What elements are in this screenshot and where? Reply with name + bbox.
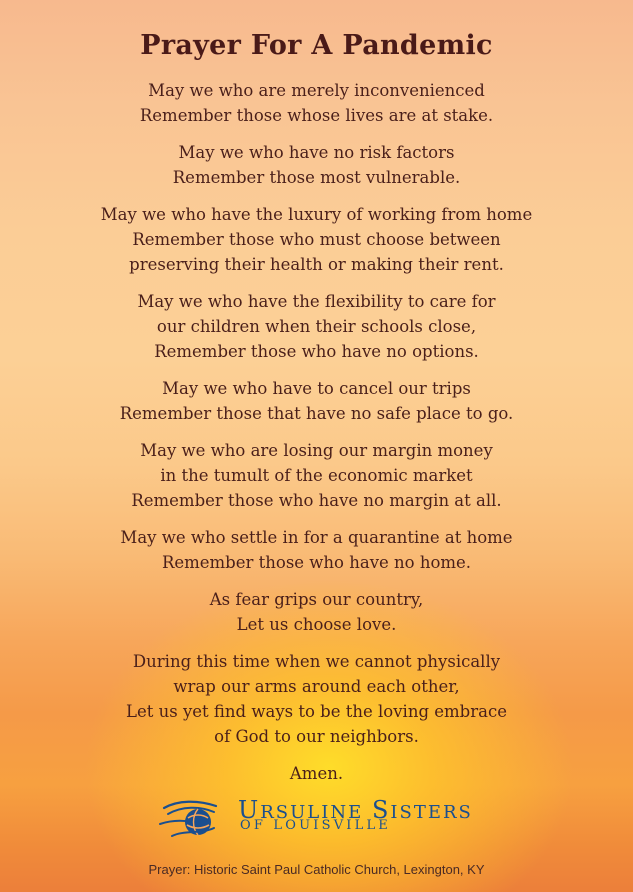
stanza-6 bbox=[0, 438, 633, 513]
ursuline-logo bbox=[158, 794, 478, 844]
stanza-line: wrap our arms around each other, bbox=[173, 677, 460, 696]
stanza-line: May we who settle in for a quarantine at home bbox=[120, 528, 513, 547]
stanza-line: May we who have the luxury of working from home bbox=[100, 205, 533, 224]
stanza-line: As fear grips our country, bbox=[209, 590, 424, 609]
stanza-line: May we who are losing our margin money bbox=[140, 441, 493, 460]
stanza-line: Remember those who have no options. bbox=[154, 342, 479, 361]
stanza-line: Remember those who have no margin at all. bbox=[131, 491, 502, 510]
stanza-line: of God to our neighbors. bbox=[214, 727, 419, 746]
stanza-line: Remember those whose lives are at stake. bbox=[139, 106, 494, 125]
stanza-5 bbox=[0, 376, 633, 426]
stanza-line: our children when their schools close, bbox=[156, 317, 477, 336]
prayer-body bbox=[0, 78, 633, 786]
logo-name: URSULINE SISTERS bbox=[238, 796, 473, 824]
stanza-7 bbox=[0, 525, 633, 575]
stanza-4 bbox=[0, 289, 633, 364]
attribution-credit: Prayer: Historic Saint Paul Catholic Church, Lexington, KY bbox=[148, 862, 485, 877]
stanza-line: in the tumult of the economic market bbox=[160, 466, 473, 485]
stanza-line: Remember those most vulnerable. bbox=[172, 168, 461, 187]
stanza-line: May we who are merely inconvenienced bbox=[148, 81, 485, 100]
ursuline-emblem-icon bbox=[158, 794, 220, 842]
stanza-line: preserving their health or making their rent. bbox=[129, 255, 504, 274]
stanza-3 bbox=[0, 202, 633, 277]
stanza-2 bbox=[0, 140, 633, 190]
amen: Amen. bbox=[289, 764, 344, 783]
stanza-line: Remember those who have no home. bbox=[161, 553, 472, 572]
stanza-1 bbox=[0, 78, 633, 128]
stanza-line: Let us yet find ways to be the loving embrace bbox=[126, 702, 507, 721]
stanza-8 bbox=[0, 587, 633, 637]
stanza-line: May we who have no risk factors bbox=[178, 143, 455, 162]
logo-subtitle: OF LOUISVILLE bbox=[240, 818, 391, 833]
stanza-line: During this time when we cannot physically bbox=[132, 652, 501, 671]
stanza-line: Remember those that have no safe place to go. bbox=[119, 404, 514, 423]
stanza-line: Remember those who must choose between bbox=[132, 230, 501, 249]
stanza-line: Let us choose love. bbox=[236, 615, 397, 634]
stanza-line: May we who have the flexibility to care for bbox=[137, 292, 496, 311]
stanza-9 bbox=[0, 649, 633, 749]
stanza-line: May we who have to cancel our trips bbox=[162, 379, 471, 398]
page-title: Prayer For A Pandemic bbox=[140, 30, 493, 61]
